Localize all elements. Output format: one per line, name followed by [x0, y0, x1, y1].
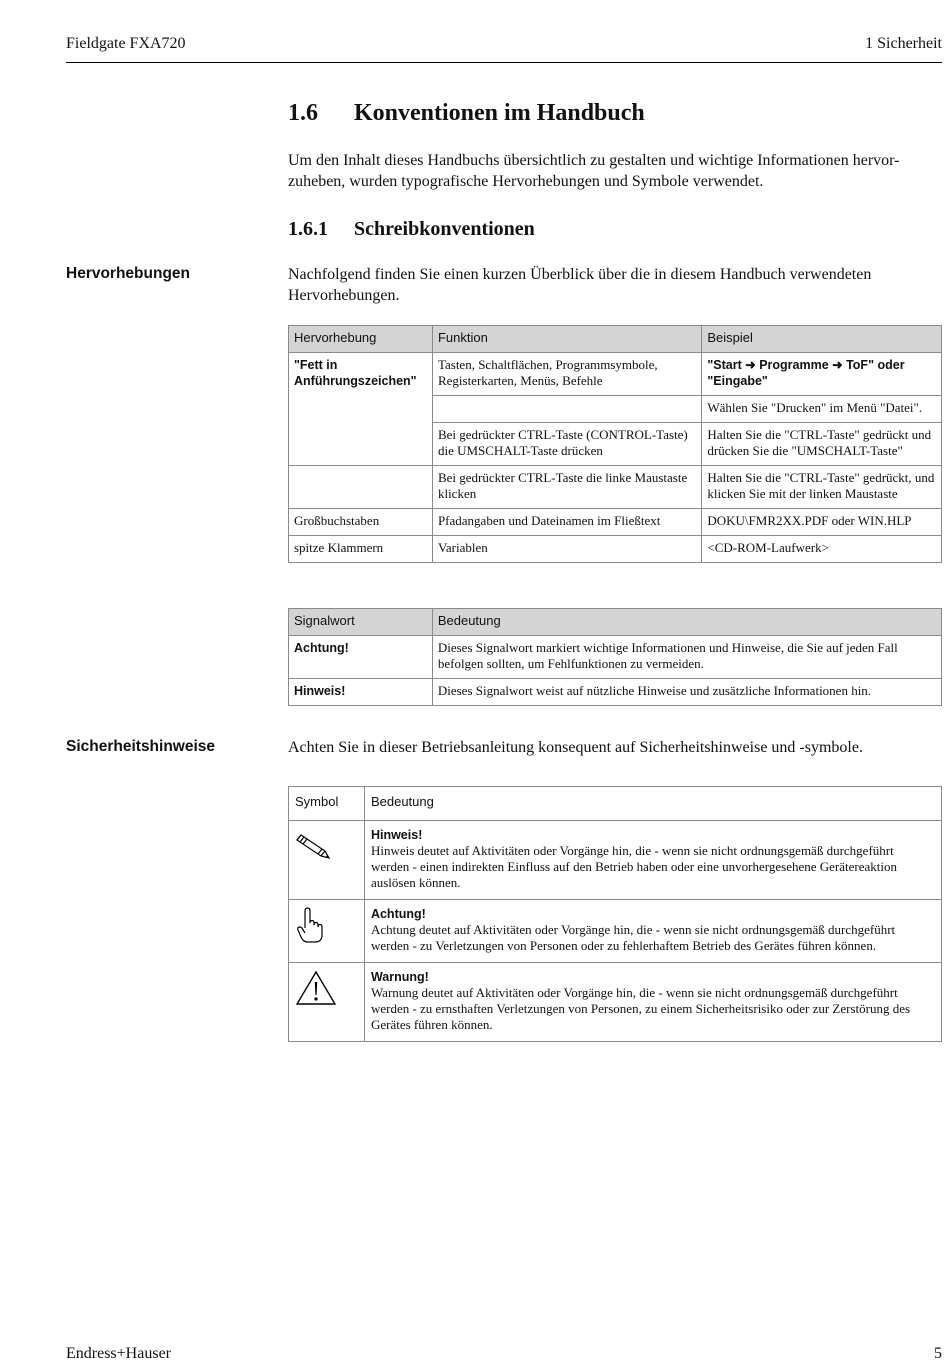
symbol-title: Hinweis! [370, 828, 423, 842]
table-row [289, 509, 942, 536]
table-header: Beispiel [702, 326, 942, 353]
table-row [289, 821, 942, 900]
symbol-text: Hinweis deutet auf Aktivitäten oder Vorgänge hin, die - wenn sie nicht ordnungsgemäß durchgeführt werden - einen indirekten Einfluss auf den Betrieb haben oder eine unvorhergesehene Gerätereaktion auslösen können. [370, 843, 897, 890]
header-doc-title: Fieldgate FXA720 [66, 35, 186, 52]
side-label-sicherheitshinweise: Sicherheitshinweise [66, 738, 216, 755]
footer-page-number: 5 [934, 1345, 942, 1362]
hervorhebungen-paragraph [288, 264, 938, 306]
table-header: Signalwort [289, 609, 433, 636]
symbol-description [364, 900, 941, 963]
intro-line: zuheben, wurden typografische Hervorhebungen und Symbole verwendet. [288, 173, 764, 190]
signal-word-table [288, 608, 942, 706]
table-cell [432, 396, 701, 423]
table-row [289, 963, 942, 1042]
footer-company: Endress+Hauser [66, 1345, 171, 1362]
table-cell: Großbuchstaben [289, 509, 433, 536]
signal-word: Achtung! [289, 636, 433, 679]
table-cell: Pfadangaben und Dateinamen im Fließtext [432, 509, 701, 536]
table-row [289, 900, 942, 963]
table-header: Symbol [289, 787, 365, 821]
section-title: Konventionen im Handbuch [354, 100, 645, 126]
subsection-number: 1.6.1 [288, 218, 328, 240]
table-row [289, 353, 942, 396]
table-row [289, 536, 942, 563]
table-row [289, 466, 942, 509]
signal-word: Hinweis! [289, 679, 433, 706]
header-divider [66, 62, 942, 63]
paragraph-line: Hervorhebungen. [288, 287, 400, 304]
side-label-hervorhebungen: Hervorhebungen [66, 265, 191, 282]
table-row [289, 636, 942, 679]
table-header: Bedeutung [432, 609, 941, 636]
symbol-cell [289, 963, 365, 1042]
header-chapter: 1 Sicherheit [865, 35, 942, 52]
intro-line: Um den Inhalt dieses Handbuchs übersichtlich zu gestalten und wichtige Informationen hervor- [288, 152, 900, 169]
table-cell: Bei gedrückter CTRL-Taste (CONTROL-Taste) die UMSCHALT-Taste drücken [432, 423, 701, 466]
table-row [289, 679, 942, 706]
subsection-title: Schreibkonventionen [354, 218, 535, 240]
table-cell: DOKU\FMR2XX.PDF oder WIN.HLP [702, 509, 942, 536]
table-cell: Tasten, Schaltflächen, Programmsymbole, Registerkarten, Menüs, Befehle [432, 353, 701, 396]
warning-triangle-icon [295, 969, 337, 1007]
table-cell: "Start ➜ Programme ➜ ToF" oder "Eingabe" [702, 353, 942, 396]
subsection-heading [288, 218, 535, 241]
table-cell: Wählen Sie "Drucken" im Menü "Datei". [702, 396, 942, 423]
symbol-cell [289, 900, 365, 963]
table-cell: "Fett in Anführungszeichen" [289, 353, 433, 466]
table-header-row [289, 609, 942, 636]
signal-meaning: Dieses Signalwort markiert wichtige Informationen und Hinweise, die Sie auf jeden Fall befolgen sollten, um Fehlfunktionen zu vermeiden. [432, 636, 941, 679]
sicherheit-paragraph: Achten Sie in dieser Betriebsanleitung konsequent auf Sicherheitshinweise und -symbole. [288, 739, 863, 756]
table-header: Funktion [432, 326, 701, 353]
pointing-hand-icon [295, 906, 325, 946]
table-cell [289, 466, 433, 509]
safety-symbol-table [288, 786, 942, 1042]
table-header: Hervorhebung [289, 326, 433, 353]
table-cell: Bei gedrückter CTRL-Taste die linke Maustaste klicken [432, 466, 701, 509]
table-cell: Halten Sie die "CTRL-Taste" gedrückt, und klicken Sie mit der linken Maustaste [702, 466, 942, 509]
table-cell: <CD-ROM-Laufwerk> [702, 536, 942, 563]
table-cell: spitze Klammern [289, 536, 433, 563]
symbol-text: Warnung deutet auf Aktivitäten oder Vorgänge hin, die - wenn sie nicht ordnungsgemäß durchgeführt werden - zu ernsthaften Verletzungen von Personen, zu einem Sicherheitsrisiko oder zur Zerstörung des Gerätes führen können. [370, 985, 911, 1032]
symbol-text: Achtung deutet auf Aktivitäten oder Vorgänge hin, die - wenn sie nicht ordnungsgemäß durchgeführt werden - zu Verletzungen von Personen oder zu fehlerhaftem Betrieb des Gerätes führen können. [370, 922, 896, 953]
symbol-title: Achtung! [370, 907, 426, 921]
symbol-title: Warnung! [370, 970, 429, 984]
table-cell: Halten Sie die "CTRL-Taste" gedrückt und drücken Sie die "UMSCHALT-Taste" [702, 423, 942, 466]
table-header: Bedeutung [364, 787, 941, 821]
symbol-description [364, 963, 941, 1042]
section-heading [288, 100, 645, 127]
symbol-cell [289, 821, 365, 900]
emphasis-table [288, 325, 942, 563]
section-intro [288, 150, 938, 192]
pencil-icon [295, 827, 335, 861]
table-header-row [289, 326, 942, 353]
table-header-row [289, 787, 942, 821]
section-number: 1.6 [288, 100, 318, 126]
signal-meaning: Dieses Signalwort weist auf nützliche Hinweise und zusätzliche Informationen hin. [432, 679, 941, 706]
symbol-description [364, 821, 941, 900]
paragraph-line: Nachfolgend finden Sie einen kurzen Überblick über die in diesem Handbuch verwendeten [288, 266, 872, 283]
table-cell: Variablen [432, 536, 701, 563]
